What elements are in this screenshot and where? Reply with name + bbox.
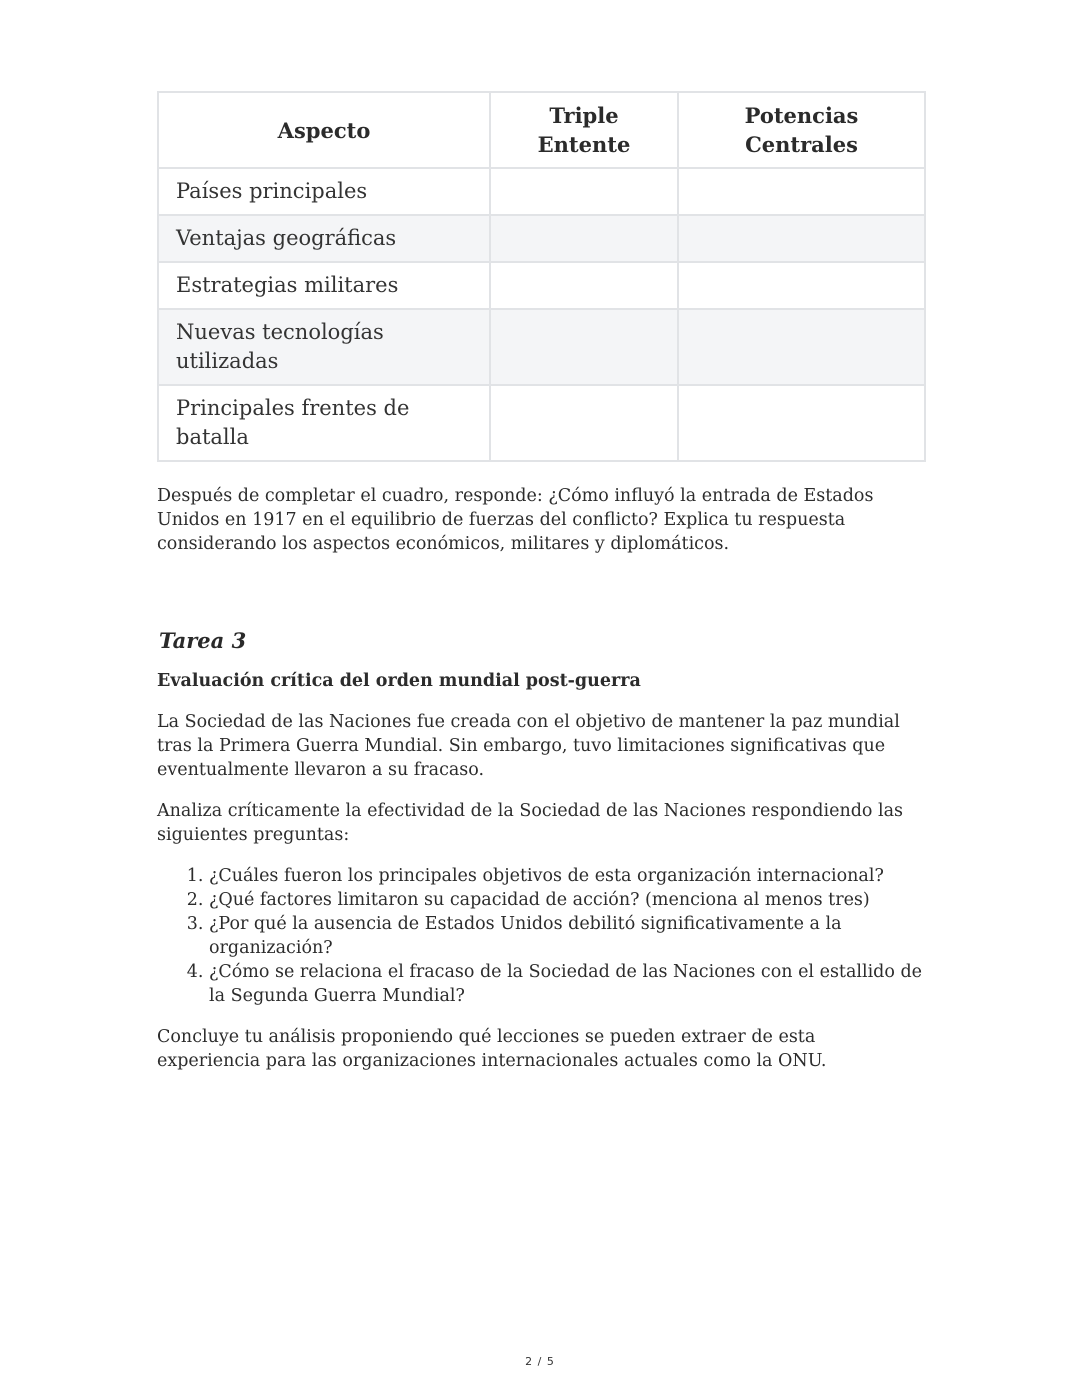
table-row [158, 309, 925, 385]
task-instruction: Analiza críticamente la efectividad de la Sociedad de las Naciones respondiendo las siguientes preguntas: [157, 801, 904, 845]
task-title: Tarea 3 [159, 628, 247, 653]
cell-potencias-centrales[interactable] [678, 215, 925, 262]
cell-triple-entente[interactable] [490, 168, 678, 215]
row-label: Estrategias militares [158, 262, 490, 309]
task-intro: La Sociedad de las Naciones fue creada con el objetivo de mantener la paz mundial tras la Primera Guerra Mundial. Sin embargo, tuvo limitaciones significativas que eventualmente llevaron a su fracaso. [157, 712, 900, 780]
question-list [157, 864, 924, 1008]
table-header-row [158, 92, 925, 168]
table-row [158, 262, 925, 309]
header-aspecto: Aspecto [158, 92, 490, 168]
document-page [157, 91, 924, 1073]
list-item: 3. ¿Por qué la ausencia de Estados Unidos debilitó significativamente a la organización? [209, 912, 924, 960]
row-label: Nuevas tecnologías utilizadas [158, 309, 490, 385]
cell-potencias-centrales[interactable] [678, 385, 925, 461]
comparison-table [157, 91, 926, 462]
cell-potencias-centrales[interactable] [678, 168, 925, 215]
list-item: 4. ¿Cómo se relaciona el fracaso de la Sociedad de las Naciones con el estallido de la Segunda Guerra Mundial? [209, 960, 924, 1008]
list-item: 1. ¿Cuáles fueron los principales objetivos de esta organización internacional? [209, 864, 924, 888]
row-label: Principales frentes de batalla [158, 385, 490, 461]
task-conclusion: Concluye tu análisis proponiendo qué lecciones se pueden extraer de esta experiencia para las organizaciones internacionales actuales como la ONU. [157, 1027, 827, 1071]
list-item: 2. ¿Qué factores limitaron su capacidad de acción? (menciona al menos tres) [209, 888, 924, 912]
cell-triple-entente[interactable] [490, 385, 678, 461]
follow-up-question: Después de completar el cuadro, responde: ¿Cómo influyó la entrada de Estados Unidos en 1917 en el equilibrio de fuerzas del conflicto? Explica tu respuesta considerando los aspectos económicos, militares y diplomáticos. [157, 486, 874, 554]
cell-triple-entente[interactable] [490, 309, 678, 385]
table-row [158, 385, 925, 461]
row-label: Países principales [158, 168, 490, 215]
header-potencias-centrales: Potencias Centrales [678, 92, 925, 168]
cell-triple-entente[interactable] [490, 215, 678, 262]
table-row [158, 168, 925, 215]
cell-potencias-centrales[interactable] [678, 309, 925, 385]
cell-triple-entente[interactable] [490, 262, 678, 309]
header-triple-entente: Triple Entente [490, 92, 678, 168]
page-number: 2 / 5 [525, 1355, 555, 1368]
table-row [158, 215, 925, 262]
task-subtitle: Evaluación crítica del orden mundial post-guerra [157, 671, 641, 691]
row-label: Ventajas geográficas [158, 215, 490, 262]
cell-potencias-centrales[interactable] [678, 262, 925, 309]
